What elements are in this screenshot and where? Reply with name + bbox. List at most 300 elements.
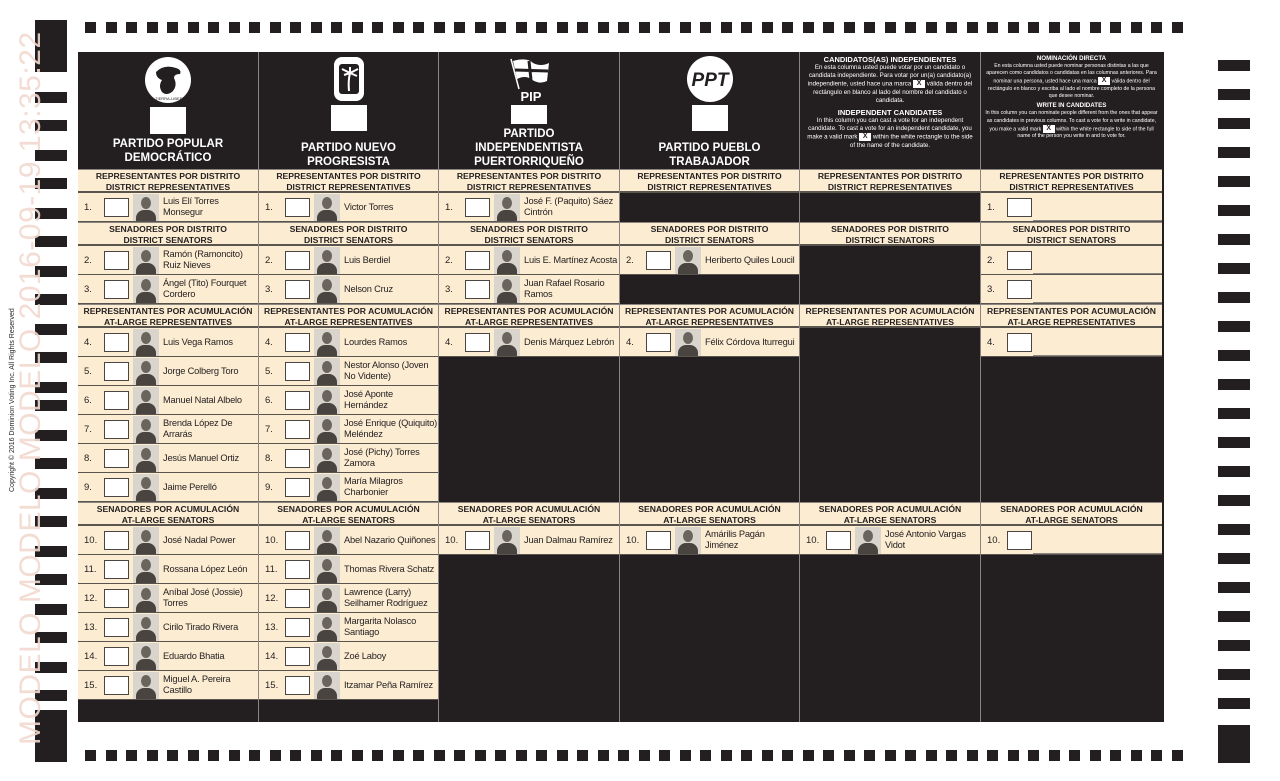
timing-mark xyxy=(1218,408,1250,419)
candidate-row xyxy=(259,526,438,555)
straight-party-vote-box[interactable] xyxy=(331,105,367,131)
candidate-number: 13. xyxy=(265,621,279,633)
candidate-number: 6. xyxy=(84,394,92,406)
vote-box[interactable] xyxy=(465,251,490,270)
write-in-row xyxy=(981,193,1162,222)
vote-box[interactable] xyxy=(104,478,129,497)
timing-mark xyxy=(803,750,814,761)
write-in-text-en-2: within the white rectangle to side of the full name of the person you write in and to vote for. xyxy=(1017,126,1154,140)
timing-mark xyxy=(1218,234,1250,245)
candidate-name: María Milagros Charbonier xyxy=(344,476,403,497)
candidate-row xyxy=(259,193,438,222)
blank-area xyxy=(620,193,799,222)
race-header xyxy=(78,304,258,328)
race-header xyxy=(981,502,1162,526)
race-header xyxy=(439,222,619,246)
vote-box[interactable] xyxy=(104,560,129,579)
vote-box[interactable] xyxy=(285,531,310,550)
vote-box[interactable] xyxy=(285,589,310,608)
candidate-row xyxy=(78,473,258,502)
timing-mark xyxy=(844,750,855,761)
candidate-row xyxy=(78,357,258,386)
race-title-en: DISTRICT REPRESENTATIVES xyxy=(105,181,231,192)
candidate-number: 2. xyxy=(265,254,273,266)
race-title-en: DISTRICT SENATORS xyxy=(484,234,574,245)
vote-box[interactable] xyxy=(1007,531,1032,550)
race-title-es: REPRESENTANTES POR DISTRITO xyxy=(456,171,602,181)
svg-text:PPT: PPT xyxy=(691,70,728,92)
candidate-name: Ángel (Tito) Fourquet Cordero xyxy=(163,278,247,299)
timing-mark xyxy=(290,22,301,33)
vote-box[interactable] xyxy=(285,449,310,468)
candidate-name: José F. (Paquito) Sáez Cintrón xyxy=(524,196,614,217)
race-header xyxy=(439,502,619,526)
race-header xyxy=(439,169,619,193)
timing-mark xyxy=(803,22,814,33)
write-in-text-es-2: válida dentro del rectángulo en blanco y escriba al lado el nombre completo de la persona que desee nominar. xyxy=(988,78,1155,100)
timing-mark xyxy=(413,22,424,33)
candidate-name: Zoé Laboy xyxy=(344,650,387,661)
candidate-photo xyxy=(133,247,159,274)
pip-flag-logo-icon xyxy=(504,55,554,103)
candidate-photo xyxy=(133,416,159,443)
race-title-es: SENADORES POR DISTRITO xyxy=(650,224,769,234)
candidate-number: 7. xyxy=(84,423,92,435)
candidate-photo xyxy=(855,527,881,554)
candidate-photo xyxy=(675,527,701,554)
x-mark-icon: X xyxy=(913,80,925,88)
candidate-name: Jorge Colberg Toro xyxy=(163,365,239,376)
timing-mark xyxy=(1131,750,1142,761)
candidate-name: Margarita Nolasco Santiago xyxy=(344,616,417,637)
vote-box[interactable] xyxy=(285,560,310,579)
vote-box[interactable] xyxy=(285,478,310,497)
timing-mark xyxy=(864,750,875,761)
race-title-en: DISTRICT SENATORS xyxy=(123,234,213,245)
timing-mark xyxy=(1069,750,1080,761)
race-header xyxy=(800,169,980,193)
independent-text-es-2: válida dentro del rectángulo en blanco al lado del nombre del candidato o candidata. xyxy=(813,81,973,105)
candidate-number: 2. xyxy=(84,254,92,266)
timing-mark xyxy=(967,22,978,33)
party-header xyxy=(259,52,438,169)
candidate-name: Cirilo Tirado Rivera xyxy=(163,621,239,632)
party-column-ppd xyxy=(78,52,259,722)
candidate-photo xyxy=(133,387,159,414)
vote-box[interactable] xyxy=(1007,333,1032,352)
timing-mark xyxy=(946,22,957,33)
candidate-photo xyxy=(314,643,340,670)
race-title-es: REPRESENTANTES POR ACUMULACIÓN xyxy=(444,306,614,316)
write-in-line[interactable] xyxy=(1033,220,1162,221)
timing-mark xyxy=(147,22,158,33)
copyright-notice: Copyright © 2016 Dominion Voting Inc. All Rights Reserved xyxy=(9,308,16,492)
race-header xyxy=(620,169,799,193)
candidate-number: 8. xyxy=(84,452,92,464)
party-name: PARTIDO POPULAR DEMOCRÁTICO xyxy=(112,138,224,164)
timing-mark xyxy=(536,22,547,33)
write-in-row xyxy=(981,328,1162,357)
timing-mark xyxy=(618,750,629,761)
vote-box[interactable] xyxy=(465,333,490,352)
pnp-palm-tree-logo-icon xyxy=(324,55,374,103)
vote-box[interactable] xyxy=(285,362,310,381)
timing-mark xyxy=(331,22,342,33)
timing-mark xyxy=(126,22,137,33)
timing-mark xyxy=(905,750,916,761)
timing-mark xyxy=(577,750,588,761)
candidate-row xyxy=(439,246,619,275)
candidate-photo xyxy=(133,643,159,670)
timing-mark xyxy=(434,750,445,761)
blank-area xyxy=(620,275,799,304)
vote-box[interactable] xyxy=(646,531,671,550)
timing-mark xyxy=(1218,147,1250,158)
timing-mark xyxy=(1028,22,1039,33)
race-title-es: REPRESENTANTES POR ACUMULACIÓN xyxy=(263,306,434,316)
candidate-photo xyxy=(314,416,340,443)
candidate-name: Félix Córdova Iturregui xyxy=(705,336,795,347)
timing-mark xyxy=(598,750,609,761)
timing-mark xyxy=(741,22,752,33)
timing-mark xyxy=(229,22,240,33)
timing-mark xyxy=(885,22,896,33)
race-header xyxy=(78,502,258,526)
race-header xyxy=(800,502,980,526)
party-column-pnp xyxy=(259,52,439,722)
straight-party-vote-box[interactable] xyxy=(150,107,186,134)
race-header xyxy=(800,304,980,328)
timing-mark xyxy=(167,22,178,33)
candidate-row xyxy=(259,415,438,444)
candidate-row xyxy=(620,526,799,555)
timing-mark xyxy=(1110,22,1121,33)
candidate-name: Manuel Natal Albelo xyxy=(163,394,242,405)
independent-title-es: CANDIDATOS(AS) INDEPENDIENTES xyxy=(823,55,957,64)
candidate-number: 2. xyxy=(445,254,453,266)
timing-mark xyxy=(126,750,137,761)
race-title-es: REPRESENTANTES POR DISTRITO xyxy=(276,171,421,181)
timing-mark xyxy=(700,750,711,761)
timing-mark xyxy=(639,22,650,33)
party-name: PARTIDO PUEBLO TRABAJADOR xyxy=(658,142,761,168)
candidate-photo xyxy=(133,527,159,554)
vote-box[interactable] xyxy=(285,618,310,637)
timing-mark xyxy=(926,750,937,761)
candidate-number: 5. xyxy=(84,365,92,377)
candidate-photo xyxy=(314,474,340,501)
candidate-number: 6. xyxy=(265,394,273,406)
svg-text:PAN-TIERRA-LIBERTAD: PAN-TIERRA-LIBERTAD xyxy=(145,96,191,101)
race-header xyxy=(259,304,438,328)
timing-mark xyxy=(188,22,199,33)
candidate-number: 4. xyxy=(265,336,273,348)
vote-box[interactable] xyxy=(646,333,671,352)
candidate-name: Itzamar Peña Ramírez xyxy=(344,679,434,690)
candidate-name: Jesús Manuel Ortiz xyxy=(163,452,239,463)
blank-area xyxy=(800,193,980,222)
timing-mark xyxy=(331,750,342,761)
candidate-photo xyxy=(133,585,159,612)
candidate-row xyxy=(259,555,438,584)
vote-box[interactable] xyxy=(465,280,490,299)
timing-mark xyxy=(1110,750,1121,761)
race-title-es: REPRESENTANTES POR DISTRITO xyxy=(999,171,1144,181)
x-mark-icon: X xyxy=(859,133,871,141)
candidate-row xyxy=(439,526,619,555)
timing-mark xyxy=(311,22,322,33)
timing-mark xyxy=(1218,437,1250,448)
candidate-name: Amárilis Pagán Jiménez xyxy=(705,529,765,550)
timing-mark xyxy=(454,750,465,761)
candidate-photo xyxy=(314,329,340,356)
race-title-en: AT-LARGE REPRESENTATIVES xyxy=(1007,316,1136,327)
candidate-number: 10. xyxy=(265,534,279,546)
race-title-en: DISTRICT SENATORS xyxy=(665,234,754,245)
vote-box[interactable] xyxy=(465,198,490,217)
race-title-en: DISTRICT REPRESENTATIVES xyxy=(1009,181,1134,192)
write-in-line[interactable] xyxy=(1033,553,1162,554)
candidate-number: 10. xyxy=(84,534,98,546)
timing-mark xyxy=(352,750,363,761)
timing-mark xyxy=(864,22,875,33)
candidate-number: 14. xyxy=(265,650,279,662)
timing-mark xyxy=(1218,60,1250,71)
blank-area xyxy=(800,246,980,304)
vote-box[interactable] xyxy=(104,391,129,410)
race-header xyxy=(981,169,1162,193)
candidate-photo xyxy=(314,276,340,303)
vote-box[interactable] xyxy=(104,676,129,695)
candidate-name: Nestor Alonso (Joven No Vidente) xyxy=(344,360,429,381)
blank-area xyxy=(981,357,1162,502)
timing-mark xyxy=(372,750,383,761)
timing-mark xyxy=(1218,582,1250,593)
vote-box[interactable] xyxy=(104,647,129,666)
candidate-name: Aníbal José (Jossie) Torres xyxy=(163,587,243,608)
vote-box[interactable] xyxy=(104,420,129,439)
party-name: PARTIDO INDEPENDENTISTA PUERTORRIQUEÑO xyxy=(474,128,584,168)
write-in-text-en: In this column you can nominate people different from the ones that appear as candidates in previous columns. To cast a vote for a write in candidate, you make a valid mark xyxy=(985,110,1158,133)
timing-mark xyxy=(1218,495,1250,506)
timing-mark xyxy=(762,22,773,33)
race-title-en: AT-LARGE REPRESENTATIVES xyxy=(284,316,413,327)
timing-mark xyxy=(311,750,322,761)
candidate-photo xyxy=(133,474,159,501)
candidate-row xyxy=(439,275,619,304)
candidate-number: 13. xyxy=(84,621,98,633)
candidate-number: 3. xyxy=(987,283,995,295)
race-title-en: AT-LARGE SENATORS xyxy=(121,514,215,525)
candidate-row xyxy=(439,193,619,222)
vote-box[interactable] xyxy=(104,531,129,550)
candidate-name: Luis Elí Torres Monsegur xyxy=(163,196,219,217)
blank-area xyxy=(800,328,980,502)
candidate-row xyxy=(78,444,258,473)
timing-mark xyxy=(434,22,445,33)
timing-mark xyxy=(721,22,732,33)
race-title-es: SENADORES POR DISTRITO xyxy=(1012,224,1131,234)
candidate-number: 3. xyxy=(265,283,273,295)
vote-box[interactable] xyxy=(104,362,129,381)
candidate-number: 10. xyxy=(806,534,820,546)
candidate-row xyxy=(259,275,438,304)
party-header xyxy=(620,52,799,169)
candidate-photo xyxy=(494,329,520,356)
timing-mark xyxy=(516,22,527,33)
candidate-row xyxy=(78,415,258,444)
candidate-number: 1. xyxy=(84,201,92,213)
race-title-es: REPRESENTANTES POR ACUMULACIÓN xyxy=(986,306,1157,316)
candidate-photo xyxy=(314,527,340,554)
candidate-number: 11. xyxy=(84,563,97,575)
candidate-photo xyxy=(314,672,340,699)
candidate-photo xyxy=(133,614,159,641)
blank-area xyxy=(620,555,799,700)
independent-title-en: INDEPENDENT CANDIDATES xyxy=(837,107,943,117)
candidate-name: Juan Rafael Rosario Ramos xyxy=(524,278,605,299)
timing-mark xyxy=(577,22,588,33)
candidate-photo xyxy=(314,445,340,472)
timing-mark xyxy=(987,750,998,761)
vote-box[interactable] xyxy=(285,391,310,410)
timing-mark xyxy=(823,750,834,761)
x-mark-icon: X xyxy=(1043,125,1055,133)
vote-box[interactable] xyxy=(285,251,310,270)
timing-mark xyxy=(516,750,527,761)
timing-mark xyxy=(1218,321,1250,332)
vote-box[interactable] xyxy=(465,531,490,550)
candidate-photo xyxy=(133,276,159,303)
vote-box[interactable] xyxy=(285,647,310,666)
candidate-number: 12. xyxy=(84,592,98,604)
timing-mark xyxy=(1218,553,1250,564)
vote-box[interactable] xyxy=(104,251,129,270)
write-in-title-en: WRITE IN CANDIDATES xyxy=(1036,102,1107,110)
timing-mark xyxy=(1131,22,1142,33)
candidate-photo xyxy=(133,329,159,356)
timing-mark xyxy=(1028,750,1039,761)
vote-box[interactable] xyxy=(285,676,310,695)
race-title-en: AT-LARGE SENATORS xyxy=(1025,514,1118,525)
candidate-row xyxy=(259,444,438,473)
independent-text-es: En esta columna usted puede votar por un candidato o candidata independiente. Para votar por un(a) candidato(a) independiente, usted hace una marca xyxy=(807,64,972,89)
candidate-row xyxy=(259,246,438,275)
race-header xyxy=(620,502,799,526)
timing-mark xyxy=(1218,466,1250,477)
race-title-es: SENADORES POR ACUMULACIÓN xyxy=(96,504,240,514)
timing-mark xyxy=(885,750,896,761)
candidate-row xyxy=(439,328,619,357)
timing-mark xyxy=(1218,640,1250,651)
vote-box[interactable] xyxy=(104,333,129,352)
candidate-photo xyxy=(314,194,340,221)
race-title-en: DISTRICT REPRESENTATIVES xyxy=(647,181,772,192)
vote-box[interactable] xyxy=(285,420,310,439)
candidate-number: 4. xyxy=(987,336,995,348)
straight-party-vote-box[interactable] xyxy=(511,105,547,124)
race-title-es: REPRESENTANTES POR ACUMULACIÓN xyxy=(83,306,253,316)
candidate-name: Miguel A. Pereira Castillo xyxy=(163,674,231,695)
candidate-name: José Enrique (Quiquito) Meléndez xyxy=(344,418,438,439)
timing-mark xyxy=(823,22,834,33)
vote-box[interactable] xyxy=(104,618,129,637)
candidate-name: Jaime Perelló xyxy=(163,481,217,492)
race-title-en: DISTRICT REPRESENTATIVES xyxy=(827,181,953,192)
blank-area xyxy=(800,555,980,700)
timing-mark xyxy=(85,750,96,761)
race-header xyxy=(259,502,438,526)
candidate-number: 2. xyxy=(987,254,995,266)
timing-mark xyxy=(454,22,465,33)
timing-mark xyxy=(618,22,629,33)
x-mark-icon: X xyxy=(1098,77,1110,85)
race-title-es: REPRESENTANTES POR DISTRITO xyxy=(95,171,241,181)
party-column-ppt xyxy=(620,52,800,722)
timing-mark xyxy=(495,22,506,33)
independent-instructions xyxy=(800,52,980,169)
timing-mark xyxy=(270,750,281,761)
timing-mark xyxy=(721,750,732,761)
ballot-grid xyxy=(78,52,1164,722)
vote-box[interactable] xyxy=(285,198,310,217)
write-in-line[interactable] xyxy=(1033,273,1162,274)
race-header xyxy=(800,222,980,246)
vote-box[interactable] xyxy=(1007,280,1032,299)
vote-box[interactable] xyxy=(104,198,129,217)
candidate-photo xyxy=(494,527,520,554)
timing-mark xyxy=(413,750,424,761)
candidate-row xyxy=(78,671,258,700)
party-header xyxy=(439,52,619,169)
vote-box[interactable] xyxy=(1007,198,1032,217)
write-in-line[interactable] xyxy=(1033,302,1162,303)
race-title-en: DISTRICT REPRESENTATIVES xyxy=(466,181,592,192)
candidate-number: 4. xyxy=(84,336,92,348)
straight-party-vote-box[interactable] xyxy=(692,105,728,131)
candidate-photo xyxy=(675,329,701,356)
candidate-number: 2. xyxy=(626,254,634,266)
vote-box[interactable] xyxy=(1007,251,1032,270)
timing-mark xyxy=(393,750,404,761)
timing-mark xyxy=(1218,118,1250,129)
timing-mark xyxy=(536,750,547,761)
vote-box[interactable] xyxy=(646,251,671,270)
write-in-title-es: NOMINACIÓN DIRECTA xyxy=(1036,55,1107,62)
race-header xyxy=(981,304,1162,328)
vote-box[interactable] xyxy=(285,280,310,299)
timing-mark xyxy=(1218,611,1250,622)
timing-mark xyxy=(1172,22,1183,33)
candidate-photo xyxy=(133,358,159,385)
vote-box[interactable] xyxy=(826,531,851,550)
timing-mark xyxy=(1218,698,1250,709)
ppt-logo-icon xyxy=(685,55,735,103)
candidate-photo xyxy=(494,194,520,221)
timing-mark xyxy=(372,22,383,33)
candidate-name: Lawrence (Larry) Seilhamer Rodríguez xyxy=(344,587,428,608)
vote-box[interactable] xyxy=(285,333,310,352)
timing-mark xyxy=(905,22,916,33)
write-in-line[interactable] xyxy=(1033,355,1162,356)
timing-mark xyxy=(249,750,260,761)
vote-box[interactable] xyxy=(104,589,129,608)
vote-box[interactable] xyxy=(104,449,129,468)
race-title-es: REPRESENTANTES POR DISTRITO xyxy=(817,171,963,181)
vote-box[interactable] xyxy=(104,280,129,299)
timing-mark xyxy=(1008,750,1019,761)
race-title-en: AT-LARGE SENATORS xyxy=(482,514,576,525)
